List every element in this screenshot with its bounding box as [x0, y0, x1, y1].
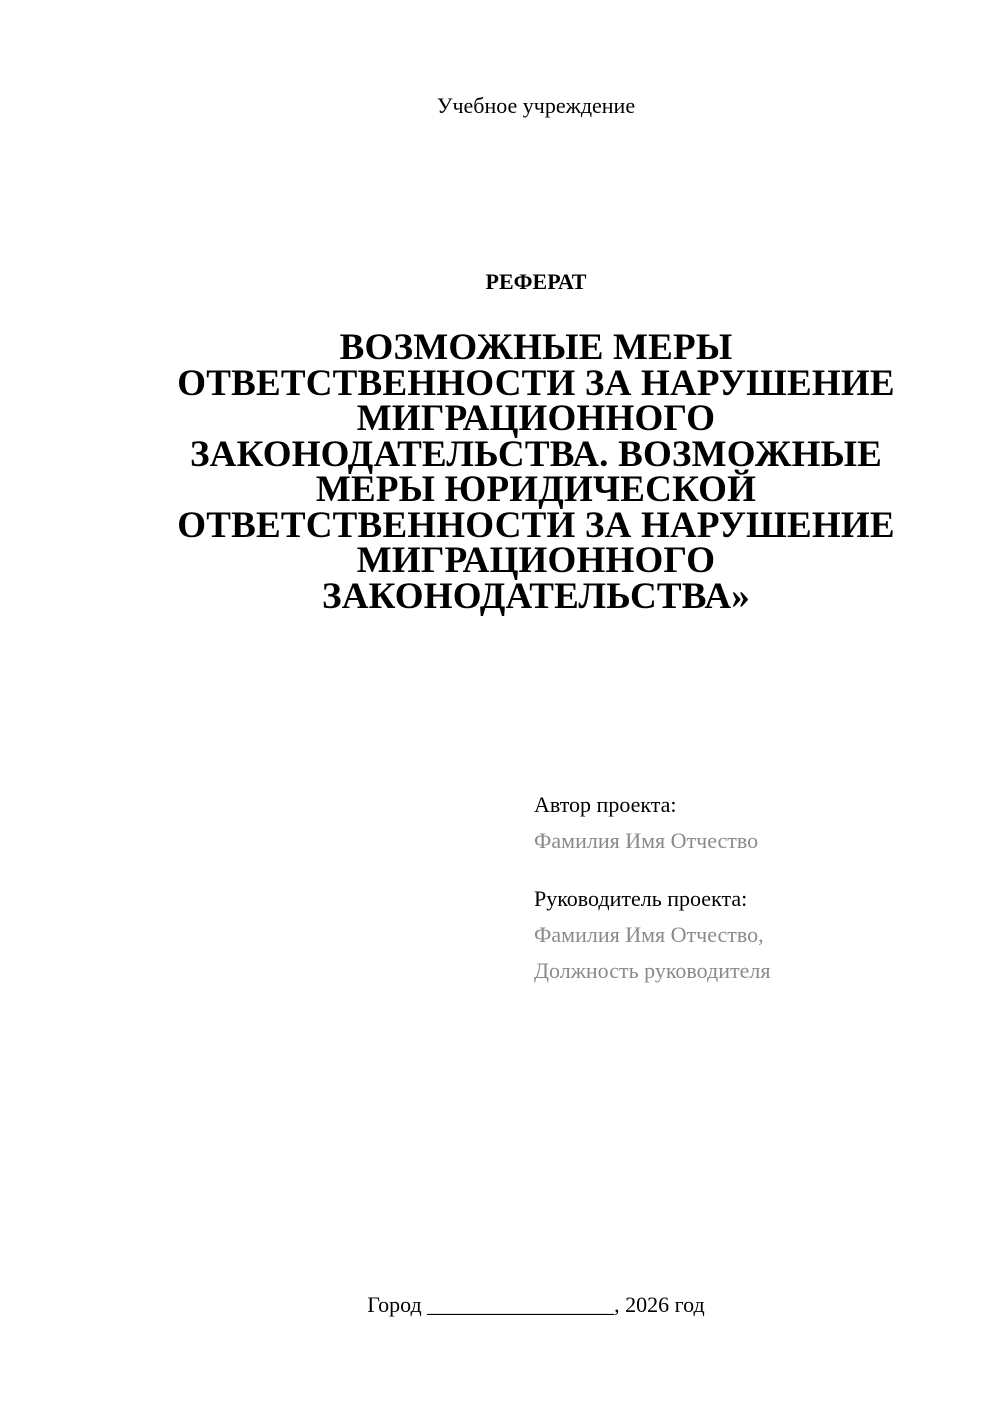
supervisor-label: Руководитель проекта: — [534, 886, 748, 911]
title-line: МИГРАЦИОННОГО — [356, 398, 716, 439]
title-line: ЗАКОНОДАТЕЛЬСТВА. ВОЗМОЖНЫЕ — [189, 433, 883, 475]
supervisor-position: Должность руководителя — [534, 958, 771, 983]
title-line: МЕРЫ ЮРИДИЧЕСКОЙ — [315, 469, 757, 510]
credits-block — [534, 787, 974, 989]
credits-spacer — [534, 859, 974, 881]
institution-name: Учебное учреждение — [436, 93, 636, 118]
title-line: ОТВЕТСТВЕННОСТИ ЗА НАРУШЕНИЕ — [177, 504, 895, 546]
author-label: Автор проекта: — [534, 792, 677, 817]
title-line: МИГРАЦИОННОГО — [356, 540, 716, 581]
title-line: ЗАКОНОДАТЕЛЬСТВА» — [322, 575, 750, 617]
author-name: Фамилия Имя Отчество — [534, 828, 759, 853]
title-line: ОТВЕТСТВЕННОСТИ ЗА НАРУШЕНИЕ — [177, 362, 895, 404]
supervisor-name: Фамилия Имя Отчество, — [534, 922, 764, 947]
document-type-label: РЕФЕРАТ — [485, 269, 587, 294]
document-title — [150, 327, 922, 617]
city-year-line: Город _________________, 2026 год — [367, 1292, 705, 1317]
title-line: ВОЗМОЖНЫЕ МЕРЫ — [339, 327, 733, 368]
